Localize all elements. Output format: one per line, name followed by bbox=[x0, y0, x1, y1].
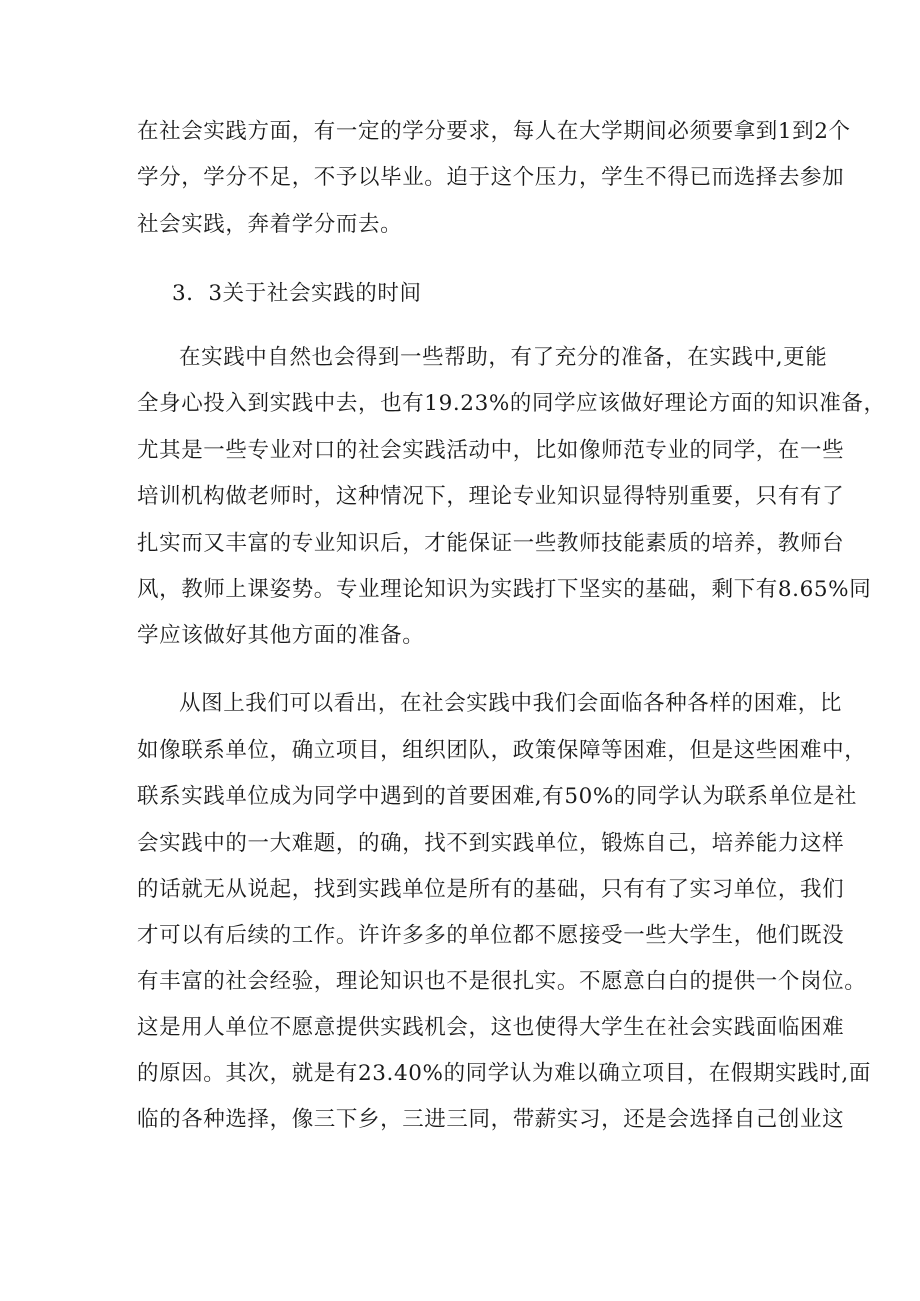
paragraph-3-line-8: 这是用人单位不愿意提供实践机会，这也使得大学生在社会实践面临困难 bbox=[137, 1015, 845, 1040]
paragraph-3-line-9: 的原因。其次，就是有23.40%的同学认为难以确立项目，在假期实践时,面 bbox=[137, 1061, 871, 1086]
paragraph-2-line-1: 在实践中自然也会得到一些帮助，有了充分的准备，在实践中,更能 bbox=[179, 345, 828, 370]
paragraph-1-line-3: 社会实践，奔着学分而去。 bbox=[137, 212, 403, 237]
paragraph-3-line-4: 会实践中的一大难题，的确，找不到实践单位，锻炼自己，培养能力这样 bbox=[137, 831, 845, 856]
paragraph-3-line-3: 联系实践单位成为同学中遇到的首要困难,有50%的同学认为联系单位是社 bbox=[137, 784, 858, 809]
paragraph-3-line-7: 有丰富的社会经验，理论知识也不是很扎实。不愿意白白的提供一个岗位。 bbox=[137, 969, 867, 994]
paragraph-3-line-1: 从图上我们可以看出，在社会实践中我们会面临各种各样的困难，比 bbox=[179, 691, 843, 716]
paragraph-1-line-1: 在社会实践方面，有一定的学分要求，每人在大学期间必须要拿到1到2个 bbox=[137, 119, 851, 144]
paragraph-2-line-5: 扎实而又丰富的专业知识后，才能保证一些教师技能素质的培养，教师台 bbox=[137, 531, 845, 556]
paragraph-3-line-5: 的话就无从说起，找到实践单位是所有的基础，只有有了实习单位，我们 bbox=[137, 877, 845, 902]
paragraph-2-line-4: 培训机构做老师时，这种情况下，理论专业知识显得特别重要，只有有了 bbox=[137, 484, 845, 509]
section-heading: 3．3关于社会实践的时间 bbox=[172, 281, 422, 306]
paragraph-3-line-10: 临的各种选择，像三下乡，三进三同，带薪实习，还是会选择自己创业这 bbox=[137, 1107, 845, 1132]
paragraph-2-line-2: 全身心投入到实践中去，也有19.23%的同学应该做好理论方面的知识准备， bbox=[137, 391, 886, 416]
paragraph-1-line-2: 学分，学分不足，不予以毕业。迫于这个压力，学生不得已而选择去参加 bbox=[137, 165, 845, 190]
paragraph-2-line-6: 风，教师上课姿势。专业理论知识为实践打下坚实的基础，剩下有8.65%同 bbox=[137, 577, 872, 602]
paragraph-3-line-2: 如像联系单位，确立项目，组织团队，政策保障等困难，但是这些困难中， bbox=[137, 738, 867, 763]
paragraph-2-line-7: 学应该做好其他方面的准备。 bbox=[137, 623, 425, 648]
paragraph-2-line-3: 尤其是一些专业对口的社会实践活动中，比如像师范专业的同学，在一些 bbox=[137, 438, 845, 463]
paragraph-3-line-6: 才可以有后续的工作。许许多多的单位都不愿接受一些大学生，他们既没 bbox=[137, 923, 845, 948]
